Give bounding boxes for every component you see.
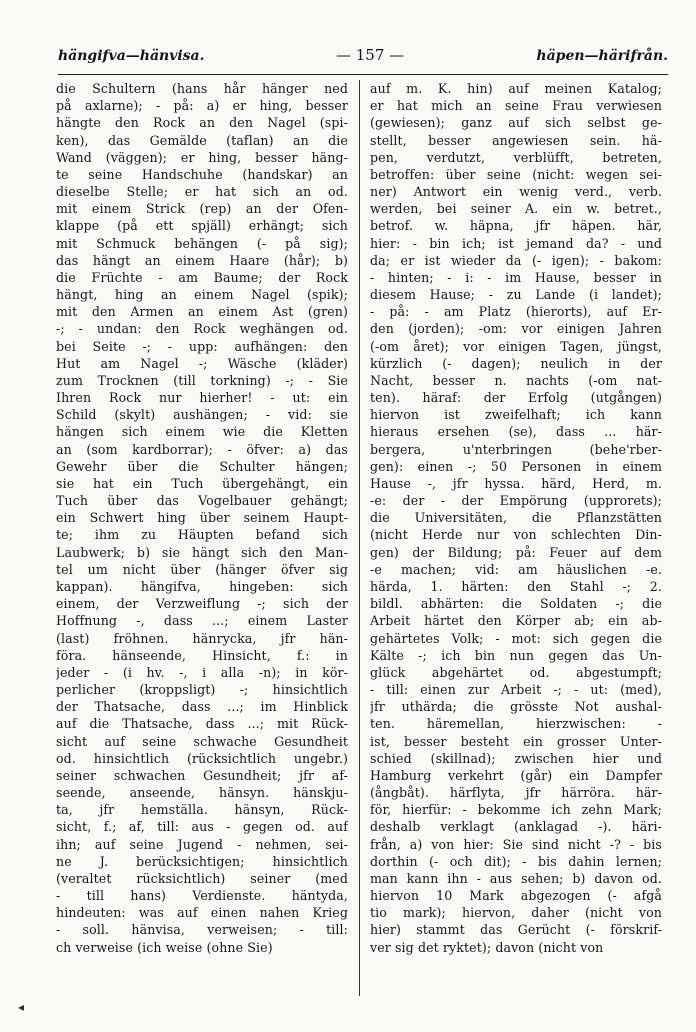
text-line: deshalb verklagt (anklagad -). häri- <box>370 819 662 835</box>
text-line: seende, anseende, hänsyn. hänskju- <box>56 785 348 801</box>
header-left-range: hängifva—hänvisa. <box>58 48 205 64</box>
text-line: - soll. hänvisa, verweisen; - till: <box>56 922 348 938</box>
text-line: tel um nicht über (hänger öfver sig <box>56 561 348 577</box>
text-line: gen): einen -; 50 Personen in einem <box>370 458 662 474</box>
text-line: kappan). hängifva, hingeben: sich <box>56 578 348 594</box>
text-line: (ångbåt). härflyta, jfr härröra. här- <box>370 785 662 801</box>
text-line: Gewehr über die Schulter hängen; <box>56 458 348 474</box>
text-line: hier: - bin ich; ist jemand da? - und <box>370 235 662 251</box>
text-line: föra. hänseende, Hinsicht, f.: in <box>56 647 348 663</box>
text-line: hängt, hing an einem Nagel (spik); <box>56 287 348 303</box>
text-line: sie hat ein Tuch übergehängt, ein <box>56 475 348 491</box>
text-line: schied (skillnad); zwischen hier und <box>370 750 662 766</box>
text-line: betrof. w. häpna, jfr häpen. här, <box>370 218 662 234</box>
text-line: hängte den Rock an den Nagel (spi- <box>56 115 348 131</box>
text-line: werden, bei seiner A. ein w. betret., <box>370 201 662 217</box>
text-line: bergera, u'nterbringen (behe'rber- <box>370 441 662 457</box>
text-line: (veraltet rücksichtlich) seiner (med <box>56 870 348 886</box>
text-line: Nacht, besser n. nachts (-om nat- <box>370 372 662 388</box>
text-line: einem, der Verzweiflung -; sich der <box>56 596 348 612</box>
text-line: ne J. berücksichtigen; hinsichtlich <box>56 853 348 869</box>
text-line: hieraus ersehen (se), dass ... här- <box>370 424 662 440</box>
text-line: Hut am Nagel -; Wäsche (kläder) <box>56 355 348 371</box>
column-divider <box>359 80 360 996</box>
text-line: Laubwerk; b) sie hängt sich den Man- <box>56 544 348 560</box>
text-line: man kann ihn - aus sehen; b) davon od. <box>370 870 662 886</box>
text-line: ten). häraf: der Erfolg (utgången) <box>370 390 662 406</box>
text-line: sicht auf seine schwache Gesundheit <box>56 733 348 749</box>
text-line: pen, verdutzt, verblüfft, betreten, <box>370 149 662 165</box>
text-line: hängen sich einem wie die Kletten <box>56 424 348 440</box>
margin-mark: ◂ <box>18 1000 25 1014</box>
text-line: klappe (på ett spjäll) erhängt; sich <box>56 218 348 234</box>
text-line: Kälte -; ich bin nun gegen das Un- <box>370 647 662 663</box>
text-line: ken), das Gemälde (taflan) an die <box>56 132 348 148</box>
left-column <box>56 80 348 956</box>
text-line: dieselbe Stelle; er hat sich an od. <box>56 184 348 200</box>
text-line: för, hierfür: - bekomme ich zehn Mark; <box>370 802 662 818</box>
text-line: perlicher (kroppsligt) -; hinsichtlich <box>56 682 348 698</box>
text-line: ihn; auf seine Jugend - nehmen, sei- <box>56 836 348 852</box>
text-line: hier) stammt das Gerücht (- förskrif- <box>370 922 662 938</box>
page-number: — 157 — <box>336 46 405 64</box>
text-line: Ihren Rock nur hierher! - ut: ein <box>56 390 348 406</box>
text-line: te; ihm zu Häupten befand sich <box>56 527 348 543</box>
text-line: auf m. K. hin) auf meinen Katalog; <box>370 81 662 96</box>
text-line: -e machen; vid: am häuslichen -e. <box>370 561 662 577</box>
header-right-range: häpen—härifrån. <box>536 48 668 64</box>
text-line: der Thatsache, dass ...; im Hinblick <box>56 699 348 715</box>
text-line: mit den Armen an einem Ast (gren) <box>56 304 348 320</box>
text-line: betroffen: über seine (nicht: wegen sei- <box>370 166 662 182</box>
text-line: - hinten; - i: - im Hause, besser in <box>370 269 662 285</box>
text-line: Tuch über das Vogelbauer gehängt; <box>56 493 348 509</box>
text-line: mit einem Strick (rep) an der Ofen- <box>56 201 348 217</box>
text-line: Hamburg verkehrt (går) ein Dampfer <box>370 767 662 783</box>
text-line: dorthin (- och dit); - bis dahin lernen; <box>370 853 662 869</box>
text-line: bei Seite -; - upp: aufhängen: den <box>56 338 348 354</box>
text-line: den (jorden); -om: vor einigen Jahren <box>370 321 662 337</box>
text-line: das hängt an einem Haare (hår); b) <box>56 252 348 268</box>
text-line: stellt, besser angewiesen sein. hä- <box>370 132 662 148</box>
text-line: ch verweise (ich weise (ohne Sie) <box>56 939 273 955</box>
text-line: - till hans) Verdienste. häntyda, <box>56 888 348 904</box>
text-line: die Früchte - am Baume; der Rock <box>56 269 348 285</box>
text-line: Schild (skylt) aushängen; - vid: sie <box>56 407 348 423</box>
page-header <box>40 44 668 72</box>
text-line: kürzlich (- dagen); neulich in der <box>370 355 662 371</box>
text-line: gehärtetes Volk; - mot: sich gegen die <box>370 630 662 646</box>
text-line: - på: - am Platz (hierorts), auf Er- <box>370 304 662 320</box>
text-line: härda, 1. härten: den Stahl -; 2. <box>370 578 662 594</box>
text-line: (gewiesen); ganz auf sich selbst ge- <box>370 115 662 131</box>
text-line: ver sig det ryktet); davon (nicht von <box>370 939 604 955</box>
text-line: zum Trocknen (till torkning) -; - Sie <box>56 372 348 388</box>
text-line: die Universitäten, die Pflanzstätten <box>370 510 662 526</box>
right-column <box>370 80 662 956</box>
text-line: od. hinsichtlich (rücksichtlich ungebr.) <box>56 750 348 766</box>
text-line: mit Schmuck behängen (- på sig); <box>56 235 348 251</box>
text-line: - till: einen zur Arbeit -; - ut: (med), <box>370 682 662 698</box>
text-line: da; er ist wieder da (- igen); - bakom: <box>370 252 662 268</box>
text-line: glück abgehärtet od. abgestumpft; <box>370 664 662 680</box>
text-line: Wand (väggen); er hing, besser häng- <box>56 149 348 165</box>
text-line: tio mark); hiervon, daher (nicht von <box>370 905 662 921</box>
text-columns <box>56 80 668 996</box>
text-line: ta, jfr hemställa. hänsyn, Rück- <box>56 802 348 818</box>
text-line: ner) Antwort ein wenig verd., verb. <box>370 184 662 200</box>
text-line: ist, besser besteht ein grosser Unter- <box>370 733 662 749</box>
text-line: diesem Hause; - zu Lande (i landet); <box>370 287 662 303</box>
text-line: Hoffnung -, dass ...; einem Laster <box>56 613 348 629</box>
text-line: die Schultern (hans hår hänger ned <box>56 81 348 96</box>
text-line: hiervon ist zweifelhaft; ich kann <box>370 407 662 423</box>
text-line: på axlarne); - på: a) er hing, besser <box>56 98 348 114</box>
text-line: bildl. abhärten: die Soldaten -; die <box>370 596 662 612</box>
text-line: -; - undan: den Rock weghängen od. <box>56 321 348 337</box>
text-line: er hat mich an seine Frau verwiesen <box>370 98 662 114</box>
text-line: auf die Thatsache, dass ...; mit Rück- <box>56 716 348 732</box>
text-line: sicht, f.; af, till: aus - gegen od. auf <box>56 819 348 835</box>
text-line: jfr uthärda; die grösste Not aushal- <box>370 699 662 715</box>
text-line: från, a) von hier: Sie sind nicht -? - bis <box>370 836 662 852</box>
text-line: gen) der Bildung; på: Feuer auf dem <box>370 544 662 560</box>
text-line: jeder - (i hv. -, i alla -n); in kör- <box>56 664 348 680</box>
text-line: (last) fröhnen. hänrycka, jfr hän- <box>56 630 348 646</box>
text-line: hiervon 10 Mark abgezogen (- afgå <box>370 888 662 904</box>
dictionary-page <box>40 44 668 955</box>
text-line: te seine Handschuhe (handskar) an <box>56 166 348 182</box>
text-line: ten. häremellan, hierzwischen: - <box>370 716 662 732</box>
header-rule <box>58 74 668 75</box>
text-line: (-om året); vor einigen Tagen, jüngst, <box>370 338 662 354</box>
text-line: Arbeit härtet den Körper ab; ein ab- <box>370 613 662 629</box>
text-line: -e: der - der Empörung (upprorets); <box>370 493 662 509</box>
text-line: an (som kardborrar); - öfver: a) das <box>56 441 348 457</box>
text-line: hindeuten: was auf einen nahen Krieg <box>56 905 348 921</box>
text-line: Hause -, jfr hyssa. härd, Herd, m. <box>370 475 662 491</box>
text-line: seiner schwachen Gesundheit; jfr af- <box>56 767 348 783</box>
text-line: (nicht Herde nur von schlechten Din- <box>370 527 662 543</box>
text-line: ein Schwert hing über seinem Haupt- <box>56 510 348 526</box>
